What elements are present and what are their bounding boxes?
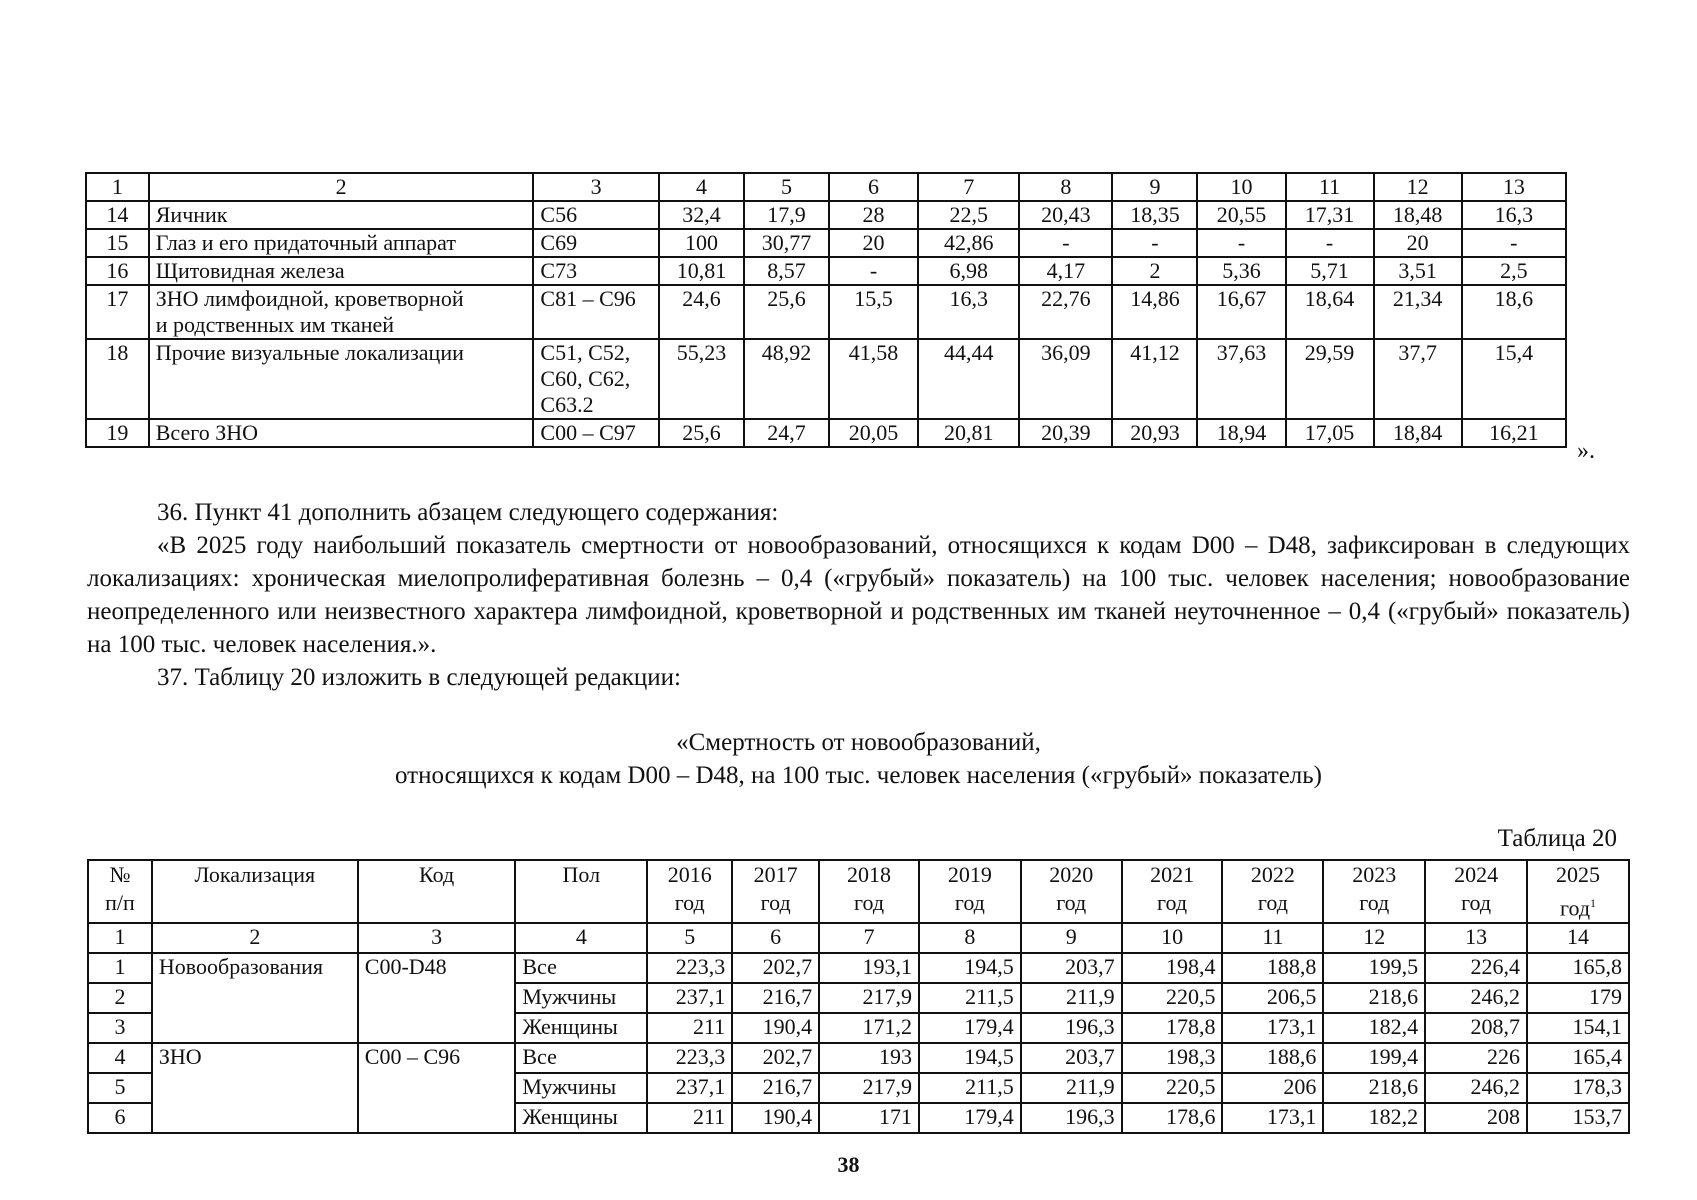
- row-number: 2: [88, 983, 152, 1013]
- header-year: [1527, 860, 1629, 923]
- value-cell: 21,34: [1374, 285, 1462, 339]
- value-cell: 211: [647, 1103, 732, 1133]
- value-cell: 20,81: [918, 419, 1019, 447]
- year-word: год: [854, 890, 885, 915]
- table-row: [86, 229, 1566, 257]
- icd-code-line: C69: [540, 230, 578, 255]
- value-cell: 226,4: [1425, 953, 1527, 983]
- table2-col-index: 7: [819, 923, 919, 953]
- value-cell: 44,44: [918, 339, 1019, 419]
- icd-code: [533, 419, 659, 447]
- row-number: 19: [86, 419, 149, 447]
- table2-col-index: 5: [647, 923, 732, 953]
- localization-name-line: и родственных им тканей: [155, 312, 395, 337]
- value-cell: 16,67: [1197, 285, 1285, 339]
- year-word: год: [1559, 895, 1591, 921]
- table-row: [86, 339, 1566, 419]
- header-sex: Пол: [515, 860, 647, 923]
- value-cell: 22,5: [918, 201, 1019, 229]
- table1-col-index: 12: [1374, 173, 1462, 201]
- sex: Мужчины: [515, 1073, 647, 1103]
- year-word: год: [760, 890, 791, 915]
- value-cell: 190,4: [732, 1103, 819, 1133]
- localization-name: Новообразования: [152, 953, 358, 1043]
- table2-col-index: 2: [152, 923, 358, 953]
- value-cell: 20: [1374, 229, 1462, 257]
- header-year-value: 2018: [847, 862, 892, 887]
- header-year-value: 2025: [1556, 862, 1600, 887]
- value-cell: 16,21: [1462, 419, 1566, 447]
- sex: Мужчины: [515, 983, 647, 1013]
- value-cell: 4,17: [1019, 257, 1112, 285]
- header-year-value: 2024: [1454, 862, 1499, 887]
- value-cell: 17,9: [744, 201, 829, 229]
- value-cell: 196,3: [1021, 1103, 1122, 1133]
- localization-name: [149, 229, 534, 257]
- table2-header-row: [88, 860, 1629, 923]
- value-cell: 5,71: [1286, 257, 1374, 285]
- value-cell: 28: [829, 201, 918, 229]
- table-row: [88, 953, 1629, 983]
- header-year: [1222, 860, 1323, 923]
- table2-col-index: 12: [1323, 923, 1425, 953]
- table2-col-index: 11: [1222, 923, 1323, 953]
- value-cell: 223,3: [647, 1043, 732, 1073]
- localization-name: [149, 257, 534, 285]
- localization-name-line: Яичник: [155, 202, 228, 227]
- value-cell: 15,4: [1462, 339, 1566, 419]
- value-cell: 220,5: [1122, 983, 1223, 1013]
- paragraph-36-heading: 36. Пункт 41 дополнить абзацем следующего содержания:: [157, 499, 779, 526]
- value-cell: -: [1019, 229, 1112, 257]
- year-word: год: [1157, 890, 1188, 915]
- value-cell: 100: [659, 229, 744, 257]
- row-number: 15: [86, 229, 149, 257]
- value-cell: 198,3: [1122, 1043, 1223, 1073]
- table1-col-index: 9: [1112, 173, 1197, 201]
- year-word: год: [1359, 890, 1390, 915]
- value-cell: 18,64: [1286, 285, 1374, 339]
- value-cell: 208: [1425, 1103, 1527, 1133]
- value-cell: 24,6: [659, 285, 744, 339]
- value-cell: 18,6: [1462, 285, 1566, 339]
- value-cell: 22,76: [1019, 285, 1112, 339]
- header-num: [88, 860, 152, 923]
- value-cell: 17,31: [1286, 201, 1374, 229]
- value-cell: 36,09: [1019, 339, 1112, 419]
- value-cell: 226: [1425, 1043, 1527, 1073]
- year-word: год: [1056, 890, 1087, 915]
- table-row: [86, 257, 1566, 285]
- value-cell: 16,3: [918, 285, 1019, 339]
- table1-body: [86, 201, 1566, 447]
- value-cell: 218,6: [1323, 983, 1425, 1013]
- sex: Женщины: [515, 1103, 647, 1133]
- header-num-line: п/п: [105, 890, 135, 915]
- value-cell: 193,1: [819, 953, 919, 983]
- header-year: [1021, 860, 1122, 923]
- table-title-line2: относящихся к кодам D00 – D48, на 100 тыс. человек населения («грубый» показатель): [395, 762, 1322, 789]
- localization-name-line: ЗНО лимфоидной, кроветворной: [155, 286, 464, 311]
- value-cell: -: [1112, 229, 1197, 257]
- value-cell: 202,7: [732, 1043, 819, 1073]
- value-cell: 182,2: [1323, 1103, 1425, 1133]
- table-row: [86, 201, 1566, 229]
- value-cell: 20,39: [1019, 419, 1112, 447]
- icd-code-line: C63.2: [540, 392, 594, 417]
- value-cell: 178,8: [1122, 1013, 1223, 1043]
- table1-col-index: 5: [744, 173, 829, 201]
- header-year-word: [1129, 889, 1216, 917]
- table1-col-index: 10: [1197, 173, 1285, 201]
- paragraph-37: 37. Таблицу 20 изложить в следующей редакции:: [157, 664, 681, 691]
- value-cell: 171,2: [819, 1013, 919, 1043]
- header-year-word: [1534, 889, 1622, 922]
- value-cell: 182,4: [1323, 1013, 1425, 1043]
- table-row: [86, 419, 1566, 447]
- header-year: [1323, 860, 1425, 923]
- value-cell: 5,36: [1197, 257, 1285, 285]
- table1-index-row: [86, 173, 1566, 201]
- row-number: 17: [86, 285, 149, 339]
- header-year: [647, 860, 732, 923]
- localization-name: [149, 419, 534, 447]
- value-cell: 42,86: [918, 229, 1019, 257]
- year-word: год: [674, 890, 705, 915]
- table-title-line1: «Смертность от новообразований,: [676, 729, 1041, 756]
- localization-name-line: Щитовидная железа: [155, 258, 345, 283]
- value-cell: 18,94: [1197, 419, 1285, 447]
- value-cell: 173,1: [1222, 1103, 1323, 1133]
- value-cell: 217,9: [819, 1073, 919, 1103]
- icd-code: [533, 229, 659, 257]
- value-cell: -: [1197, 229, 1285, 257]
- row-number: 18: [86, 339, 149, 419]
- localization-name-line: Прочие визуальные локализации: [155, 340, 464, 365]
- icd-code: [533, 285, 659, 339]
- value-cell: 16,3: [1462, 201, 1566, 229]
- value-cell: 203,7: [1021, 953, 1122, 983]
- value-cell: 15,5: [829, 285, 918, 339]
- value-cell: 223,3: [647, 953, 732, 983]
- table-row: [88, 1043, 1629, 1073]
- value-cell: 32,4: [659, 201, 744, 229]
- header-num-line: №: [109, 862, 131, 887]
- value-cell: 216,7: [732, 983, 819, 1013]
- value-cell: 30,77: [744, 229, 829, 257]
- page-number: 38: [837, 1152, 860, 1177]
- row-number: 3: [88, 1013, 152, 1043]
- table2-col-index: 14: [1527, 923, 1629, 953]
- icd-code-line: C73: [540, 258, 578, 283]
- value-cell: 20,05: [829, 419, 918, 447]
- header-year-word: [826, 889, 912, 917]
- paragraph-36-body: «В 2025 году наибольший показатель смертности от новообразований, относящихся к кодам D00 – D48, зафиксирован в следующих локализациях: хроническая миелопролиферативная болезнь – 0,4 («грубый» показатель) на 100 тыс. человек населения; новообразование неопределенного или неизвестного характера лимфоидной, кроветворной и родственных им тканей неуточненное – 0,4 («грубый» показатель) на 100 тыс. человек населения.».: [87, 532, 1630, 658]
- value-cell: 41,12: [1112, 339, 1197, 419]
- value-cell: 25,6: [744, 285, 829, 339]
- icd-code-line: C60, C62,: [540, 366, 631, 391]
- value-cell: 199,4: [1323, 1043, 1425, 1073]
- table1-col-index: 4: [659, 173, 744, 201]
- icd-code: [533, 257, 659, 285]
- header-year-value: 2019: [947, 862, 992, 887]
- value-cell: 216,7: [732, 1073, 819, 1103]
- header-year-word: [926, 889, 1014, 917]
- value-cell: 218,6: [1323, 1073, 1425, 1103]
- icd-code: C00-D48: [358, 953, 516, 1043]
- value-cell: 41,58: [829, 339, 918, 419]
- value-cell: 18,84: [1374, 419, 1462, 447]
- header-year-word: [1229, 889, 1316, 917]
- quote-close-mark: ».: [1577, 438, 1595, 464]
- table2-col-index: 13: [1425, 923, 1527, 953]
- header-year: [732, 860, 819, 923]
- value-cell: -: [1286, 229, 1374, 257]
- value-cell: 178,3: [1527, 1073, 1629, 1103]
- value-cell: 29,59: [1286, 339, 1374, 419]
- table1-col-index: 7: [918, 173, 1019, 201]
- value-cell: 20,55: [1197, 201, 1285, 229]
- value-cell: 211,9: [1021, 1073, 1122, 1103]
- row-number: 14: [86, 201, 149, 229]
- row-number: 16: [86, 257, 149, 285]
- header-year-word: [1330, 889, 1418, 917]
- value-cell: 211,9: [1021, 983, 1122, 1013]
- value-cell: 17,05: [1286, 419, 1374, 447]
- header-year-word: [739, 889, 812, 917]
- header-year-value: 2023: [1352, 862, 1397, 887]
- value-cell: 179,4: [919, 1013, 1021, 1043]
- header-year: [1425, 860, 1527, 923]
- header-year-word: [654, 889, 725, 917]
- value-cell: 208,7: [1425, 1013, 1527, 1043]
- value-cell: 20,43: [1019, 201, 1112, 229]
- row-number: 4: [88, 1043, 152, 1073]
- table-20: [87, 859, 1630, 1134]
- value-cell: -: [829, 257, 918, 285]
- value-cell: 198,4: [1122, 953, 1223, 983]
- table2-index-row: [88, 923, 1629, 953]
- value-cell: 20,93: [1112, 419, 1197, 447]
- value-cell: 2,5: [1462, 257, 1566, 285]
- value-cell: 196,3: [1021, 1013, 1122, 1043]
- value-cell: 37,7: [1374, 339, 1462, 419]
- header-year-value: 2017: [753, 862, 798, 887]
- table1-col-index: 8: [1019, 173, 1112, 201]
- value-cell: 188,8: [1222, 953, 1323, 983]
- header-year: [919, 860, 1021, 923]
- value-cell: 237,1: [647, 983, 732, 1013]
- value-cell: 14,86: [1112, 285, 1197, 339]
- value-cell: 165,4: [1527, 1043, 1629, 1073]
- header-localization: Локализация: [152, 860, 358, 923]
- value-cell: 203,7: [1021, 1043, 1122, 1073]
- table2-col-index: 6: [732, 923, 819, 953]
- value-cell: 190,4: [732, 1013, 819, 1043]
- row-number: 1: [88, 953, 152, 983]
- value-cell: 154,1: [1527, 1013, 1629, 1043]
- value-cell: 6,98: [918, 257, 1019, 285]
- table2-col-index: 1: [88, 923, 152, 953]
- table-row: [86, 285, 1566, 339]
- table-caption: Таблица 20: [1497, 825, 1617, 852]
- value-cell: 217,9: [819, 983, 919, 1013]
- value-cell: 18,35: [1112, 201, 1197, 229]
- table1-col-index: 3: [533, 173, 659, 201]
- year-word: год: [1461, 890, 1492, 915]
- localization-name: [149, 339, 534, 419]
- icd-code-line: C00 – C97: [540, 420, 636, 445]
- localization-name: [149, 201, 534, 229]
- value-cell: 237,1: [647, 1073, 732, 1103]
- value-cell: 173,1: [1222, 1013, 1323, 1043]
- header-year-word: [1028, 889, 1115, 917]
- value-cell: 165,8: [1527, 953, 1629, 983]
- table2-body: [88, 953, 1629, 1133]
- value-cell: 206: [1222, 1073, 1323, 1103]
- table2-col-index: 10: [1122, 923, 1223, 953]
- value-cell: 20: [829, 229, 918, 257]
- value-cell: 188,6: [1222, 1043, 1323, 1073]
- table1-col-index: 1: [86, 173, 149, 201]
- header-year-word: [1432, 889, 1520, 917]
- localization-name: [149, 285, 534, 339]
- mortality-table-continuation: [85, 172, 1567, 448]
- localization-name: ЗНО: [152, 1043, 358, 1133]
- table1-col-index: 2: [149, 173, 534, 201]
- localization-name-line: Всего ЗНО: [155, 420, 258, 445]
- table1-col-index: 13: [1462, 173, 1566, 201]
- icd-code-line: C81 – C96: [540, 286, 636, 311]
- value-cell: 153,7: [1527, 1103, 1629, 1133]
- value-cell: 10,81: [659, 257, 744, 285]
- row-number: 6: [88, 1103, 152, 1133]
- table1-col-index: 11: [1286, 173, 1374, 201]
- header-year: [819, 860, 919, 923]
- value-cell: 211: [647, 1013, 732, 1043]
- localization-name-line: Глаз и его придаточный аппарат: [155, 230, 456, 255]
- header-year-value: 2016: [667, 862, 712, 887]
- value-cell: 220,5: [1122, 1073, 1223, 1103]
- value-cell: 193: [819, 1043, 919, 1073]
- header-code: Код: [358, 860, 516, 923]
- table1-col-index: 6: [829, 173, 918, 201]
- value-cell: 194,5: [919, 1043, 1021, 1073]
- table2-col-index: 8: [919, 923, 1021, 953]
- value-cell: 246,2: [1425, 983, 1527, 1013]
- year-word: год: [1257, 890, 1288, 915]
- value-cell: 48,92: [744, 339, 829, 419]
- icd-code: [533, 339, 659, 419]
- value-cell: 2: [1112, 257, 1197, 285]
- year-word: год: [954, 890, 985, 915]
- icd-code-line: C51, C52,: [540, 340, 631, 365]
- value-cell: -: [1462, 229, 1566, 257]
- value-cell: 8,57: [744, 257, 829, 285]
- table2-col-index: 9: [1021, 923, 1122, 953]
- value-cell: 55,23: [659, 339, 744, 419]
- table2-col-index: 3: [358, 923, 516, 953]
- table2-col-index: 4: [515, 923, 647, 953]
- sex: Все: [515, 1043, 647, 1073]
- value-cell: 37,63: [1197, 339, 1285, 419]
- sex: Все: [515, 953, 647, 983]
- value-cell: 246,2: [1425, 1073, 1527, 1103]
- value-cell: 211,5: [919, 983, 1021, 1013]
- value-cell: 178,6: [1122, 1103, 1223, 1133]
- value-cell: 24,7: [744, 419, 829, 447]
- header-year: [1122, 860, 1223, 923]
- row-number: 5: [88, 1073, 152, 1103]
- value-cell: 3,51: [1374, 257, 1462, 285]
- icd-code: C00 – C96: [358, 1043, 516, 1133]
- value-cell: 25,6: [659, 419, 744, 447]
- value-cell: 211,5: [919, 1073, 1021, 1103]
- value-cell: 18,48: [1374, 201, 1462, 229]
- sex: Женщины: [515, 1013, 647, 1043]
- value-cell: 179: [1527, 983, 1629, 1013]
- value-cell: 171: [819, 1103, 919, 1133]
- value-cell: 206,5: [1222, 983, 1323, 1013]
- header-year-value: 2021: [1150, 862, 1195, 887]
- value-cell: 202,7: [732, 953, 819, 983]
- value-cell: 194,5: [919, 953, 1021, 983]
- icd-code-line: C56: [540, 202, 578, 227]
- header-year-value: 2022: [1250, 862, 1295, 887]
- value-cell: 179,4: [919, 1103, 1021, 1133]
- value-cell: 199,5: [1323, 953, 1425, 983]
- header-year-value: 2020: [1049, 862, 1094, 887]
- footnote-mark: 1: [1590, 896, 1597, 910]
- icd-code: [533, 201, 659, 229]
